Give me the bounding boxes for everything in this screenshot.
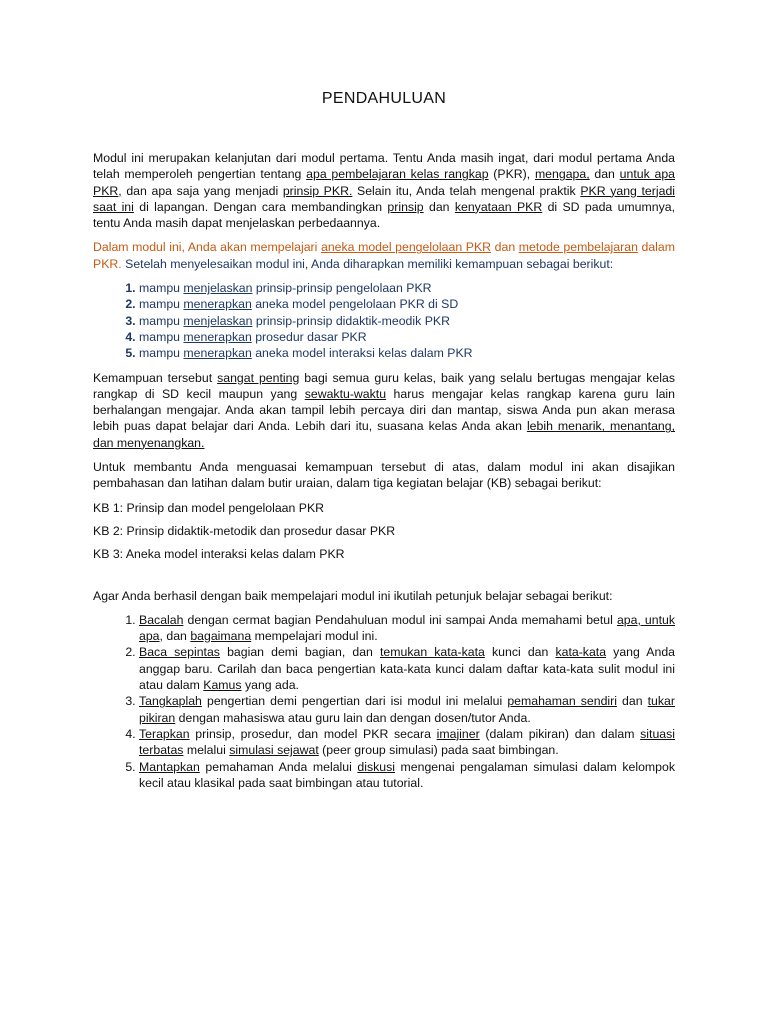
- text: dengan mahasiswa atau guru lain dan dengan dosen/tutor Anda.: [175, 710, 531, 725]
- underlined-text: kenyataan PKR: [454, 199, 543, 214]
- underlined-text: kata-kata: [555, 645, 607, 660]
- text: dan: [491, 240, 519, 255]
- list-item: [139, 759, 675, 792]
- text: bagian demi bagian, dan: [219, 645, 380, 660]
- text: di lapangan. Dengan cara membandingkan: [133, 199, 388, 214]
- underlined-text: menjelaskan: [183, 313, 253, 328]
- underlined-text: mengapa,: [534, 167, 590, 182]
- list-item: [139, 693, 675, 726]
- text: yang Anda anggap baru. Carilah dan baca pengertian kata-kata kunci dalam daftar kata-kata sulit modul ini atau dalam: [139, 645, 676, 693]
- instructions-paragraph: Agar Anda berhasil dengan baik mempelajari modul ini ikutilah petunjuk belajar sebagai berikut:: [93, 588, 613, 603]
- spacer: [93, 570, 675, 588]
- underlined-text: untuk apa PKR,: [93, 167, 675, 198]
- underlined-text: simulasi sejawat: [229, 743, 319, 758]
- text: prinsip, prosedur, dan model PKR secara: [189, 726, 437, 741]
- underlined-text: Baca sepintas: [139, 645, 220, 660]
- underlined-text: apa pembelajaran kelas rangkap: [306, 167, 489, 182]
- underlined-text: tukar pikiran: [139, 694, 675, 725]
- text: pemahaman Anda melalui: [199, 759, 358, 774]
- list-item: [139, 612, 675, 645]
- text: dalam PKR.: [93, 240, 675, 271]
- document-body: [93, 150, 675, 799]
- underlined-text: PKR yang terjadi saat ini: [93, 183, 676, 214]
- underlined-text: pemahaman sendiri: [507, 694, 617, 709]
- list-item: [139, 726, 675, 759]
- text: dan apa saja yang menjadi: [121, 183, 283, 198]
- text: mengenai pengalaman simulasi dalam kelompok kecil atau klasikal pada saat bimbingan atau tutorial.: [139, 759, 675, 790]
- text: Selain itu, Anda telah mengenal praktik: [352, 183, 581, 198]
- text: prinsip-prinsip didaktik-meodik PKR: [252, 313, 450, 328]
- underlined-text: apa, untuk apa: [139, 612, 675, 644]
- text: prinsip-prinsip pengelolaan PKR: [252, 281, 432, 296]
- text: harus mengajar kelas rangkap karena guru lain berhalangan mengajar. Anda akan tampil lebih percaya diri dan mantap, siswa Anda pun akan merasa lebih puas dapat belajar dari Anda. Lebih dari itu, suasana kelas Anda akan: [93, 386, 675, 434]
- text: bagi semua guru kelas, baik yang selalu bertugas mengajar kelas rangkap di SD kecil maupun yang: [93, 370, 675, 401]
- abilities-list: [93, 280, 675, 361]
- underlined-text: menjelaskan: [183, 281, 253, 296]
- kb-item: KB 3: Aneka model interaksi kelas dalam PKR: [93, 547, 345, 562]
- text: mampu: [139, 346, 184, 361]
- text: Kemampuan tersebut: [93, 370, 218, 385]
- underlined-text: prinsip: [387, 199, 424, 214]
- underlined-text: Kamus: [203, 678, 242, 693]
- text: Modul ini merupakan kelanjutan dari modul pertama. Tentu Anda masih ingat, dari modul pertama Anda telah memperoleh pengertian tentang: [93, 151, 675, 182]
- text: yang ada.: [241, 678, 299, 693]
- underlined-text: menerapkan: [183, 329, 252, 344]
- text: mampu: [139, 313, 184, 328]
- list-item: [139, 345, 675, 361]
- list-item: [139, 296, 675, 312]
- text: di SD pada umumnya, tentu Anda masih dapat menjelaskan perbedaannya.: [93, 199, 675, 231]
- underlined-text: sangat penting: [217, 370, 300, 385]
- list-item: [139, 313, 675, 329]
- text: dan: [423, 199, 455, 214]
- study-steps-list: [93, 612, 675, 791]
- text: diharapkan memiliki kemampuan: [343, 256, 523, 271]
- underlined-text: Mantapkan: [139, 759, 200, 774]
- structure-paragraph: Untuk membantu Anda menguasai kemampuan tersebut di atas, dalam modul ini akan disajikan pembahasan dan latihan dalam butir uraian, dalam tiga kegiatan belajar (KB) sebagai berikut:: [93, 460, 675, 491]
- text: Dalam modul ini, Anda akan mempelajari: [93, 240, 321, 255]
- underlined-text: menerapkan: [183, 346, 252, 361]
- kb-item: KB 2: Prinsip didaktik-metodik dan prosedur dasar PKR: [93, 523, 396, 538]
- list-item: [139, 280, 675, 296]
- text: dan: [616, 694, 648, 709]
- list-item: [139, 329, 675, 345]
- underlined-text: temukan kata-kata: [380, 645, 485, 660]
- importance-paragraph: [93, 370, 675, 451]
- text: , dan: [159, 629, 191, 644]
- text: prosedur dasar PKR: [251, 329, 367, 344]
- text: (dalam pikiran) dan dalam: [479, 726, 641, 741]
- text: (peer group simulasi) pada saat bimbingan.: [318, 743, 559, 758]
- underlined-text: sewaktu-waktu: [304, 386, 387, 401]
- kb-item: KB 1: Prinsip dan model pengelolaan PKR: [93, 500, 325, 515]
- list-item: [139, 644, 675, 693]
- underlined-text: prinsip PKR.: [282, 183, 353, 198]
- text: sebagai berikut:: [522, 256, 614, 271]
- text: aneka model interaksi kelas dalam PKR: [251, 346, 473, 361]
- underlined-text: lebih menarik, menantang, dan menyenangkan.: [93, 419, 675, 450]
- underlined-text: bagaimana: [190, 629, 252, 644]
- text: melalui: [183, 743, 230, 758]
- underlined-text: aneka model pengelolaan PKR: [320, 240, 492, 255]
- text: mampu: [139, 297, 184, 312]
- text: Setelah menyelesaikan modul ini, Anda: [121, 256, 344, 271]
- underlined-text: menerapkan: [183, 297, 252, 312]
- text: mempelajari modul ini.: [251, 629, 378, 644]
- page-title: PENDAHULUAN: [321, 90, 447, 107]
- underlined-text: situasi terbatas: [139, 726, 675, 758]
- underlined-text: Bacalah: [139, 612, 184, 627]
- text: aneka model pengelolaan PKR di SD: [251, 297, 459, 312]
- text: mampu: [139, 329, 184, 344]
- intro-paragraph: [93, 150, 675, 231]
- underlined-text: metode pembelajaran: [518, 240, 638, 255]
- text: pengertian demi pengertian dari isi modul ini melalui: [201, 694, 508, 709]
- underlined-text: Tangkaplah: [139, 694, 202, 709]
- text: (PKR),: [488, 167, 535, 182]
- objectives-paragraph: [93, 239, 675, 272]
- text: mampu: [139, 281, 184, 296]
- underlined-text: diskusi: [357, 759, 395, 774]
- underlined-text: imajiner: [436, 726, 480, 741]
- underlined-text: Terapkan: [139, 726, 190, 741]
- text: kunci dan: [484, 645, 556, 660]
- text: dengan cermat bagian Pendahuluan modul ini sampai Anda memahami betul: [183, 612, 617, 627]
- text: dan: [589, 167, 620, 182]
